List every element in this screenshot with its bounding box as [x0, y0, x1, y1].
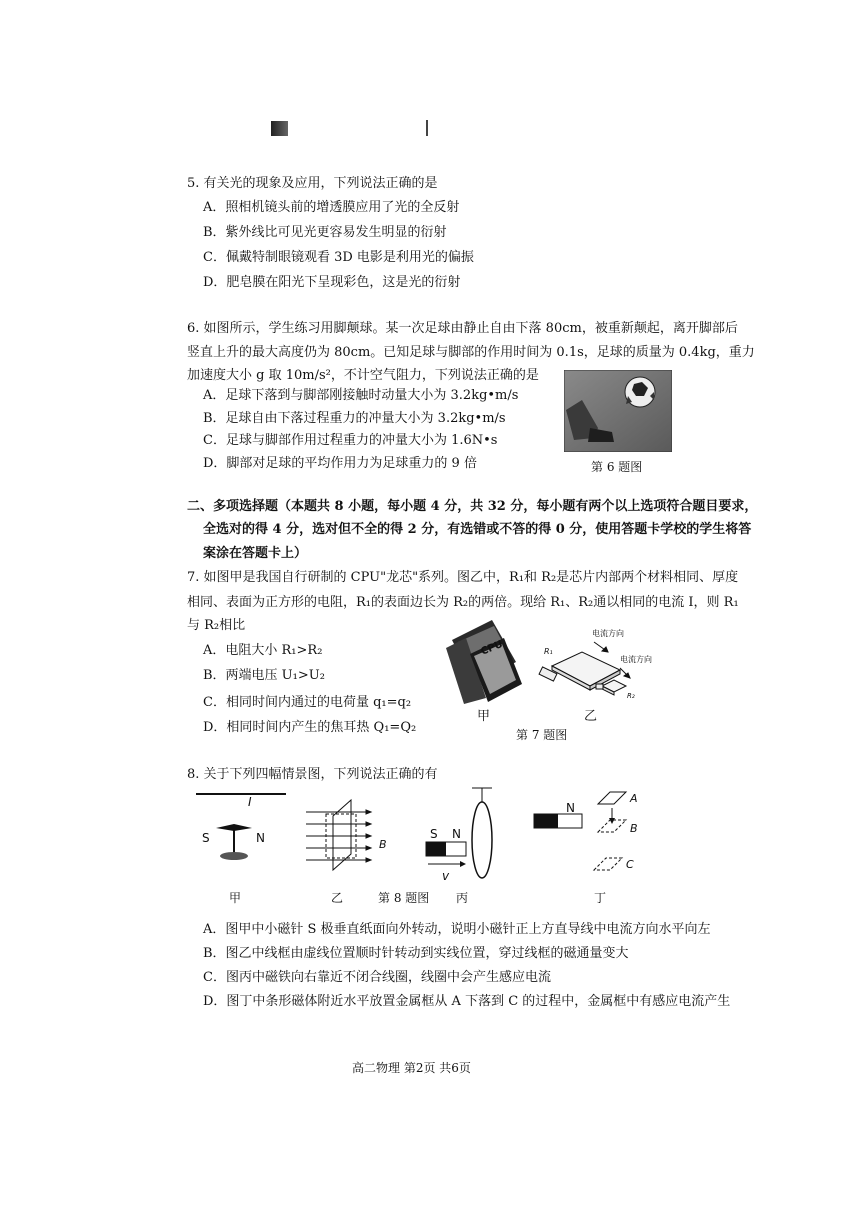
q6-option-d: D．脚部对足球的平均作用力为足球重力的 9 倍	[203, 456, 477, 471]
q7-jia-label: 甲	[477, 709, 491, 724]
field-b-label: B	[379, 838, 387, 851]
q6-stem-line-1: 6. 如图所示，学生练习用脚颠球。某一次足球由静止自由下落 80cm，被重新颠起，离开脚部后	[187, 321, 738, 336]
magnet-n-label-bing: N	[452, 827, 461, 841]
section2-line-1: 二、多项选择题（本题共 8 小题，每小题 4 分，共 32 分，每小题有两个以上选项符合题目要求，	[187, 499, 758, 514]
magnet-s-label-bing: S	[430, 827, 438, 841]
q8-figure-caption: 第 8 题图	[378, 891, 430, 905]
q8-option-d: D．图丁中条形磁体附近水平放置金属框从 A 下落到 C 的过程中，金属框中有感应电流产生	[203, 994, 731, 1009]
q6-option-c: C．足球与脚部作用过程重力的冲量大小为 1.6N•s	[203, 433, 498, 448]
q7-option-a: A．电阻大小 R₁>R₂	[203, 643, 323, 658]
q6-football-photo	[564, 370, 672, 452]
q7-stem-line-3: 与 R₂相比	[187, 618, 246, 633]
fig-jia-compass	[196, 794, 286, 860]
scan-mark-line	[426, 120, 428, 136]
fig-yi-frame	[306, 800, 371, 870]
q6-option-b: B．足球自由下落过程重力的冲量大小为 3.2kg•m/s	[203, 411, 506, 426]
cpu-chip-drawing	[446, 620, 522, 704]
page-footer: 高二物理 第2页 共6页	[352, 1061, 471, 1075]
q6-option-a: A．足球下落到与脚部刚接触时动量大小为 3.2kg•m/s	[203, 388, 519, 403]
q7-option-d: D．相同时间内产生的焦耳热 Q₁=Q₂	[203, 720, 417, 735]
q5-option-a: A．照相机镜头前的增透膜应用了光的全反射	[203, 200, 460, 215]
q8-figures	[196, 784, 676, 894]
velocity-label: v	[442, 869, 450, 883]
section2-line-2: 全选对的得 4 分，选对但不全的得 2 分，有选错或不答的得 0 分，使用答题卡学校的学生将答	[203, 522, 752, 537]
position-c-label: C	[626, 858, 634, 871]
q7-yi-label: 乙	[584, 709, 598, 724]
q8-ding-label: 丁	[594, 891, 607, 905]
q8-option-b: B．图乙中线框由虚线位置顺时针转动到实线位置，穿过线框的磁通量变大	[203, 946, 629, 961]
section2-line-3: 案涂在答题卡上）	[203, 546, 308, 561]
q8-option-a: A．图甲中小磁针 S 极垂直纸面向外转动，说明小磁针正上方直导线中电流方向水平向左	[203, 922, 711, 937]
compass-s-label: S	[202, 831, 210, 845]
q7-figure	[444, 612, 674, 737]
q7-stem-line-2: 相同、表面为正方形的电阻，R₁的表面边长为 R₂的两倍。现给 R₁、R₂通以相同的电流 I，则 R₁	[187, 595, 739, 610]
q5-option-d: D．肥皂膜在阳光下呈现彩色，这是光的衍射	[203, 275, 461, 290]
fig-ding-frame	[534, 792, 626, 870]
q7-option-b: B．两端电压 U₁>U₂	[203, 668, 325, 683]
compass-n-label: N	[256, 831, 265, 845]
current-direction-label-1: 电流方向	[592, 629, 624, 638]
q5-option-c: C．佩戴特制眼镜观看 3D 电影是利用光的偏振	[203, 250, 474, 265]
position-b-label: B	[630, 822, 638, 835]
q8-option-c: C．图丙中磁铁向右靠近不闭合线圈，线圈中会产生感应电流	[203, 970, 551, 985]
q5-option-b: B．紫外线比可见光更容易发生明显的衍射	[203, 225, 447, 240]
r1-label: R₁	[544, 647, 553, 656]
r2-label: R₂	[627, 692, 635, 700]
scan-mark-block	[271, 121, 288, 136]
q7-figure-caption: 第 7 题图	[516, 728, 568, 742]
q6-stem-line-3: 加速度大小 g 取 10m/s²，不计空气阻力，下列说法正确的是	[187, 368, 539, 383]
q8-yi-label: 乙	[331, 891, 344, 905]
q8-stem: 8. 关于下列四幅情景图，下列说法正确的有	[187, 767, 438, 782]
q6-figure-caption: 第 6 题图	[591, 460, 643, 474]
q7-stem-line-1: 7. 如图甲是我国自行研制的 CPU"龙芯"系列。图乙中，R₁和 R₂是芯片内部两个材料相同、厚度	[187, 570, 739, 585]
magnet-n-label-ding: N	[566, 801, 575, 815]
q7-option-c: C．相同时间内通过的电荷量 q₁=q₂	[203, 695, 412, 710]
cpu-label: CPU	[479, 638, 505, 658]
magnet-s-label-ding: S	[538, 801, 546, 815]
q6-stem-line-2: 竖直上升的最大高度仍为 80cm。已知足球与脚部的作用时间为 0.1s，足球的质量为 0.4kg，重力	[187, 345, 755, 360]
q5-stem: 5. 有关光的现象及应用，下列说法正确的是	[187, 176, 438, 191]
wire-current-label: I	[248, 795, 252, 809]
current-direction-label-2: 电流方向	[620, 655, 652, 664]
q8-jia-label: 甲	[229, 891, 242, 905]
q8-bing-label: 丙	[456, 891, 469, 905]
position-a-label: A	[630, 792, 638, 805]
